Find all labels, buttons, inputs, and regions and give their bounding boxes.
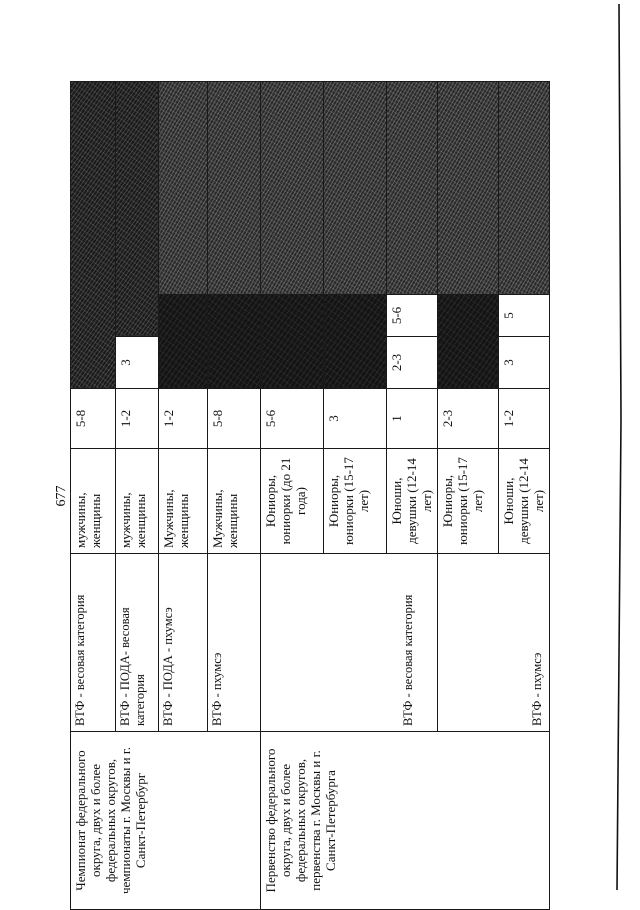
age-group-cell: Юниоры, юниорки (до 21 года) <box>261 449 324 554</box>
age-group-cell: мужчины, женщины <box>115 449 159 554</box>
age-group-cell: Юноши, девушки (12-14 лет) <box>499 449 550 554</box>
shaded-cell <box>159 295 208 389</box>
shaded-cell <box>208 81 261 294</box>
places-cell: 2-3 <box>438 389 499 449</box>
extra-places-cell: 3 <box>499 337 550 389</box>
extra-places-cell: 5 <box>499 295 550 337</box>
extra-places-cell: 5-6 <box>387 295 438 337</box>
discipline-cell: ВТФ - пхумсэ <box>438 554 550 732</box>
places-cell: 5-8 <box>208 389 261 449</box>
competition-cell: Первенство федерального округа, двух и более федеральных округов, первенства г. Москвы и г. Санкт-Петербурга <box>261 732 550 910</box>
discipline-cell: ВТФ - ПОДА - пхумсэ <box>159 554 208 732</box>
places-cell: 1-2 <box>159 389 208 449</box>
extra-places-cell: 2-3 <box>387 337 438 389</box>
places-cell: 3 <box>324 389 387 449</box>
places-cell: 1-2 <box>499 389 550 449</box>
age-group-cell: Мужчины, женщины <box>159 449 208 554</box>
shaded-cell <box>261 295 324 389</box>
extra-places-cell: 3 <box>115 337 159 389</box>
places-cell: 5-6 <box>261 389 324 449</box>
age-group-cell: Мужчины, женщины <box>208 449 261 554</box>
shaded-cell <box>387 81 438 294</box>
discipline-cell: ВТФ - весовая категория <box>71 554 116 732</box>
age-group-cell: Юниоры, юниорки (15-17 лет) <box>438 449 499 554</box>
sports-ranking-table <box>70 81 550 910</box>
places-cell: 1-2 <box>115 389 159 449</box>
discipline-cell: ВТФ - ПОДА- весовая категория <box>115 554 159 732</box>
scan-edge-line <box>617 4 621 890</box>
age-group-cell: мужчины, женщины <box>71 449 116 554</box>
competition-cell: Чемпионат федерального округа, двух и более федеральных округов, чемпионаты г. Москвы и г. Санкт-Петербург <box>71 732 261 910</box>
shaded-cell <box>71 81 116 388</box>
shaded-cell <box>324 295 387 389</box>
page-number: 677 <box>54 485 69 507</box>
shaded-cell <box>324 81 387 294</box>
age-group-cell: Юниоры, юниорки (15-17 лет) <box>324 449 387 554</box>
discipline-cell: ВТФ - пхумсэ <box>208 554 261 732</box>
shaded-cell <box>438 81 499 294</box>
shaded-cell <box>208 295 261 389</box>
rotated-page <box>54 82 550 910</box>
shaded-cell <box>159 81 208 294</box>
table-row <box>261 81 324 909</box>
shaded-cell <box>438 295 499 389</box>
shaded-cell <box>499 81 550 294</box>
shaded-cell <box>115 81 159 336</box>
places-cell: 1 <box>387 389 438 449</box>
places-cell: 5-8 <box>71 389 116 449</box>
age-group-cell: Юноши, девушки (12-14 лет) <box>387 449 438 554</box>
table-row <box>71 81 116 909</box>
discipline-cell: ВТФ - весовая категория <box>261 554 438 732</box>
shaded-cell <box>261 81 324 294</box>
